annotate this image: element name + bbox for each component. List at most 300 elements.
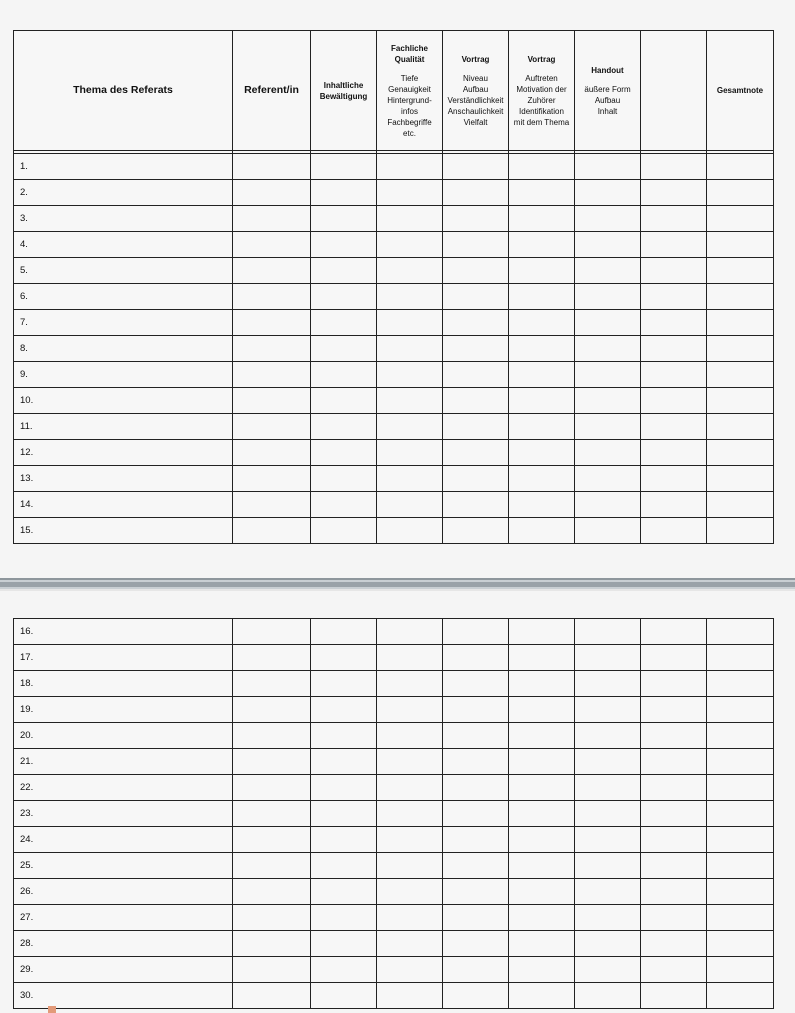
row-number[interactable]: 12. <box>14 440 233 466</box>
header-fachliche-item: Hintergrund- <box>387 95 432 105</box>
table-cell[interactable] <box>377 440 443 466</box>
table-cell[interactable] <box>377 310 443 336</box>
table-cell[interactable] <box>707 258 774 284</box>
table-cell[interactable] <box>377 619 443 645</box>
table-cell[interactable] <box>575 827 641 853</box>
table-cell[interactable] <box>707 645 774 671</box>
header-row <box>14 31 774 151</box>
table-cell[interactable] <box>575 414 641 440</box>
table-cell[interactable] <box>641 206 707 232</box>
table-cell[interactable] <box>377 723 443 749</box>
table-cell[interactable] <box>641 180 707 206</box>
table-cell[interactable] <box>443 258 509 284</box>
table-cell[interactable] <box>641 879 707 905</box>
table-cell[interactable] <box>575 697 641 723</box>
table-cell[interactable] <box>509 749 575 775</box>
table-cell[interactable] <box>509 206 575 232</box>
header-referent <box>233 31 311 151</box>
table-cell[interactable] <box>575 671 641 697</box>
table-cell[interactable] <box>377 232 443 258</box>
table-cell[interactable] <box>377 801 443 827</box>
table-cell[interactable] <box>233 258 311 284</box>
header-vortrag-1-item: Niveau <box>463 73 488 83</box>
table-cell[interactable] <box>707 336 774 362</box>
header-fachliche-item: infos <box>401 106 418 116</box>
table-cell[interactable] <box>377 671 443 697</box>
table-cell[interactable] <box>575 284 641 310</box>
row-number[interactable]: 3. <box>14 206 233 232</box>
table-cell[interactable] <box>509 723 575 749</box>
table-cell[interactable] <box>641 154 707 180</box>
table-cell[interactable] <box>443 879 509 905</box>
table-cell[interactable] <box>641 957 707 983</box>
table-cell[interactable] <box>509 466 575 492</box>
table-cell[interactable] <box>377 466 443 492</box>
table-cell[interactable] <box>509 336 575 362</box>
table-cell[interactable] <box>575 232 641 258</box>
row-number[interactable]: 30. <box>14 983 233 1009</box>
table-cell[interactable] <box>509 619 575 645</box>
table-cell[interactable] <box>707 905 774 931</box>
table-body-page-1 <box>14 154 774 544</box>
table-cell[interactable] <box>707 801 774 827</box>
table-cell[interactable] <box>311 414 377 440</box>
table-cell[interactable] <box>575 619 641 645</box>
table-cell[interactable] <box>641 388 707 414</box>
table-cell[interactable] <box>443 827 509 853</box>
table-cell[interactable] <box>641 466 707 492</box>
table-cell[interactable] <box>311 775 377 801</box>
table-cell[interactable] <box>575 154 641 180</box>
table-cell[interactable] <box>509 775 575 801</box>
header-vortrag-1-title: Vortrag <box>461 54 490 64</box>
table-cell[interactable] <box>641 232 707 258</box>
table-cell[interactable] <box>641 414 707 440</box>
table-cell[interactable] <box>443 180 509 206</box>
table-cell[interactable] <box>233 492 311 518</box>
table-cell[interactable] <box>509 388 575 414</box>
table-cell[interactable] <box>509 440 575 466</box>
row-number[interactable]: 1. <box>14 154 233 180</box>
table-cell[interactable] <box>443 284 509 310</box>
table-cell[interactable] <box>443 905 509 931</box>
table-cell[interactable] <box>311 905 377 931</box>
table-cell[interactable] <box>377 206 443 232</box>
table-cell[interactable] <box>641 284 707 310</box>
table-cell[interactable] <box>311 362 377 388</box>
table-cell[interactable] <box>233 931 311 957</box>
table-cell[interactable] <box>707 466 774 492</box>
table-cell[interactable] <box>377 518 443 544</box>
table-cell[interactable] <box>311 518 377 544</box>
table-cell[interactable] <box>443 154 509 180</box>
table-cell[interactable] <box>377 336 443 362</box>
table-cell[interactable] <box>575 905 641 931</box>
table-cell[interactable] <box>707 284 774 310</box>
table-cell[interactable] <box>443 853 509 879</box>
table-row <box>14 723 774 749</box>
table-cell[interactable] <box>443 957 509 983</box>
table-cell[interactable] <box>509 362 575 388</box>
table-cell[interactable] <box>575 645 641 671</box>
row-number[interactable]: 7. <box>14 310 233 336</box>
table-cell[interactable] <box>509 258 575 284</box>
table-cell[interactable] <box>509 957 575 983</box>
table-cell[interactable] <box>641 827 707 853</box>
table-cell[interactable] <box>707 440 774 466</box>
table-cell[interactable] <box>443 440 509 466</box>
header-thema-label: Thema des Referats <box>73 84 173 96</box>
table-cell[interactable] <box>311 723 377 749</box>
table-cell[interactable] <box>707 310 774 336</box>
table-cell[interactable] <box>311 310 377 336</box>
table-cell[interactable] <box>233 440 311 466</box>
table-cell[interactable] <box>311 284 377 310</box>
table-cell[interactable] <box>443 775 509 801</box>
row-number[interactable]: 17. <box>14 645 233 671</box>
table-cell[interactable] <box>707 492 774 518</box>
table-cell[interactable] <box>641 905 707 931</box>
table-cell[interactable] <box>233 827 311 853</box>
table-row <box>14 310 774 336</box>
table-cell[interactable] <box>509 827 575 853</box>
row-number[interactable]: 24. <box>14 827 233 853</box>
table-cell[interactable] <box>443 414 509 440</box>
table-cell[interactable] <box>641 362 707 388</box>
table-cell[interactable] <box>707 983 774 1009</box>
row-number[interactable]: 20. <box>14 723 233 749</box>
table-cell[interactable] <box>311 931 377 957</box>
table-cell[interactable] <box>311 879 377 905</box>
table-cell[interactable] <box>233 466 311 492</box>
table-cell[interactable] <box>509 518 575 544</box>
table-cell[interactable] <box>443 931 509 957</box>
table-cell[interactable] <box>575 931 641 957</box>
table-cell[interactable] <box>641 310 707 336</box>
table-cell[interactable] <box>443 749 509 775</box>
table-cell[interactable] <box>233 697 311 723</box>
table-cell[interactable] <box>233 983 311 1009</box>
table-cell[interactable] <box>641 801 707 827</box>
table-cell[interactable] <box>233 206 311 232</box>
row-number[interactable]: 13. <box>14 466 233 492</box>
table-cell[interactable] <box>311 853 377 879</box>
table-cell[interactable] <box>443 518 509 544</box>
table-cell[interactable] <box>707 619 774 645</box>
table-cell[interactable] <box>311 492 377 518</box>
table-cell[interactable] <box>443 801 509 827</box>
table-cell[interactable] <box>707 362 774 388</box>
table-cell[interactable] <box>641 723 707 749</box>
table-cell[interactable] <box>311 258 377 284</box>
table-cell[interactable] <box>443 310 509 336</box>
table-cell[interactable] <box>233 414 311 440</box>
row-number[interactable]: 25. <box>14 853 233 879</box>
row-number[interactable]: 10. <box>14 388 233 414</box>
table-cell[interactable] <box>443 619 509 645</box>
table-cell[interactable] <box>575 749 641 775</box>
table-cell[interactable] <box>233 645 311 671</box>
table-cell[interactable] <box>377 879 443 905</box>
table-cell[interactable] <box>707 671 774 697</box>
table-cell[interactable] <box>233 154 311 180</box>
row-number[interactable]: 14. <box>14 492 233 518</box>
table-cell[interactable] <box>707 206 774 232</box>
table-cell[interactable] <box>575 853 641 879</box>
table-cell[interactable] <box>233 362 311 388</box>
row-number[interactable]: 6. <box>14 284 233 310</box>
table-cell[interactable] <box>509 310 575 336</box>
table-cell[interactable] <box>377 258 443 284</box>
header-fachliche-item: Fachbegriffe <box>387 117 432 127</box>
table-cell[interactable] <box>311 154 377 180</box>
table-cell[interactable] <box>377 492 443 518</box>
table-cell[interactable] <box>509 879 575 905</box>
row-number[interactable]: 18. <box>14 671 233 697</box>
table-cell[interactable] <box>575 723 641 749</box>
table-cell[interactable] <box>575 492 641 518</box>
table-cell[interactable] <box>509 983 575 1009</box>
table-cell[interactable] <box>641 518 707 544</box>
table-row <box>14 801 774 827</box>
table-cell[interactable] <box>641 619 707 645</box>
table-cell[interactable] <box>641 983 707 1009</box>
table-cell[interactable] <box>641 853 707 879</box>
table-cell[interactable] <box>575 518 641 544</box>
table-cell[interactable] <box>233 284 311 310</box>
table-cell[interactable] <box>707 723 774 749</box>
row-number[interactable]: 4. <box>14 232 233 258</box>
table-cell[interactable] <box>311 440 377 466</box>
table-cell[interactable] <box>233 671 311 697</box>
table-cell[interactable] <box>509 931 575 957</box>
table-cell[interactable] <box>377 905 443 931</box>
table-cell[interactable] <box>641 749 707 775</box>
table-cell[interactable] <box>377 697 443 723</box>
table-cell[interactable] <box>377 388 443 414</box>
table-cell[interactable] <box>311 697 377 723</box>
row-number[interactable]: 11. <box>14 414 233 440</box>
header-fachliche-item: Genauigkeit <box>388 84 431 94</box>
table-cell[interactable] <box>311 388 377 414</box>
table-row <box>14 827 774 853</box>
table-cell[interactable] <box>233 957 311 983</box>
table-cell[interactable] <box>443 206 509 232</box>
table-cell[interactable] <box>509 801 575 827</box>
table-row <box>14 258 774 284</box>
table-cell[interactable] <box>641 775 707 801</box>
table-cell[interactable] <box>443 388 509 414</box>
table-cell[interactable] <box>575 336 641 362</box>
row-number[interactable]: 26. <box>14 879 233 905</box>
table-cell[interactable] <box>641 931 707 957</box>
row-number[interactable]: 2. <box>14 180 233 206</box>
table-cell[interactable] <box>311 957 377 983</box>
row-number[interactable]: 15. <box>14 518 233 544</box>
table-cell[interactable] <box>233 749 311 775</box>
row-number[interactable]: 23. <box>14 801 233 827</box>
table-cell[interactable] <box>377 931 443 957</box>
table-cell[interactable] <box>443 697 509 723</box>
table-cell[interactable] <box>509 697 575 723</box>
table-cell[interactable] <box>443 466 509 492</box>
table-cell[interactable] <box>443 645 509 671</box>
table-cell[interactable] <box>575 801 641 827</box>
table-cell[interactable] <box>575 362 641 388</box>
table-cell[interactable] <box>575 388 641 414</box>
table-cell[interactable] <box>575 206 641 232</box>
table-cell[interactable] <box>377 775 443 801</box>
table-cell[interactable] <box>509 414 575 440</box>
table-cell[interactable] <box>443 671 509 697</box>
row-number[interactable]: 5. <box>14 258 233 284</box>
table-cell[interactable] <box>311 336 377 362</box>
table-row <box>14 466 774 492</box>
table-cell[interactable] <box>311 671 377 697</box>
table-cell[interactable] <box>509 284 575 310</box>
table-cell[interactable] <box>641 336 707 362</box>
table-cell[interactable] <box>641 492 707 518</box>
table-cell[interactable] <box>707 388 774 414</box>
table-cell[interactable] <box>641 645 707 671</box>
table-cell[interactable] <box>707 775 774 801</box>
table-cell[interactable] <box>233 905 311 931</box>
table-cell[interactable] <box>377 749 443 775</box>
table-cell[interactable] <box>233 180 311 206</box>
table-cell[interactable] <box>233 801 311 827</box>
table-cell[interactable] <box>443 983 509 1009</box>
table-cell[interactable] <box>707 180 774 206</box>
table-body-page-2 <box>14 619 774 1009</box>
table-cell[interactable] <box>377 827 443 853</box>
row-number[interactable]: 9. <box>14 362 233 388</box>
table-cell[interactable] <box>233 336 311 362</box>
table-cell[interactable] <box>707 931 774 957</box>
table-cell[interactable] <box>311 801 377 827</box>
table-cell[interactable] <box>707 414 774 440</box>
row-number[interactable]: 22. <box>14 775 233 801</box>
table-cell[interactable] <box>641 258 707 284</box>
header-vortrag-2-item: Identifikation <box>519 106 564 116</box>
table-row <box>14 284 774 310</box>
table-row <box>14 645 774 671</box>
table-cell[interactable] <box>707 697 774 723</box>
table-cell[interactable] <box>233 619 311 645</box>
row-number[interactable]: 8. <box>14 336 233 362</box>
row-number[interactable]: 21. <box>14 749 233 775</box>
table-cell[interactable] <box>707 232 774 258</box>
header-fachliche <box>377 31 443 151</box>
table-cell[interactable] <box>233 879 311 905</box>
table-cell[interactable] <box>575 258 641 284</box>
table-cell[interactable] <box>575 466 641 492</box>
table-row <box>14 879 774 905</box>
table-cell[interactable] <box>377 645 443 671</box>
table-cell[interactable] <box>641 697 707 723</box>
table-cell[interactable] <box>707 853 774 879</box>
table-cell[interactable] <box>377 362 443 388</box>
table-cell[interactable] <box>575 180 641 206</box>
header-vortrag-1-item: Verständlichkeit <box>447 95 504 105</box>
table-cell[interactable] <box>233 388 311 414</box>
table-cell[interactable] <box>509 492 575 518</box>
header-handout <box>575 31 641 151</box>
table-cell[interactable] <box>641 440 707 466</box>
table-cell[interactable] <box>509 232 575 258</box>
header-vortrag-2-item: Zuhörer <box>527 95 556 105</box>
table-cell[interactable] <box>509 671 575 697</box>
table-cell[interactable] <box>377 983 443 1009</box>
table-cell[interactable] <box>377 957 443 983</box>
row-number[interactable]: 16. <box>14 619 233 645</box>
table-cell[interactable] <box>233 853 311 879</box>
table-cell[interactable] <box>707 827 774 853</box>
row-number[interactable]: 28. <box>14 931 233 957</box>
evaluation-table-page-2 <box>13 618 774 1009</box>
table-cell[interactable] <box>311 180 377 206</box>
table-cell[interactable] <box>377 853 443 879</box>
table-cell[interactable] <box>509 180 575 206</box>
table-cell[interactable] <box>575 775 641 801</box>
table-row <box>14 362 774 388</box>
table-cell[interactable] <box>377 414 443 440</box>
table-cell[interactable] <box>377 154 443 180</box>
table-cell[interactable] <box>311 827 377 853</box>
table-cell[interactable] <box>641 671 707 697</box>
row-number[interactable]: 19. <box>14 697 233 723</box>
table-cell[interactable] <box>311 749 377 775</box>
table-cell[interactable] <box>377 180 443 206</box>
table-cell[interactable] <box>707 879 774 905</box>
table-cell[interactable] <box>233 723 311 749</box>
table-cell[interactable] <box>575 440 641 466</box>
table-cell[interactable] <box>509 905 575 931</box>
table-cell[interactable] <box>377 284 443 310</box>
table-cell[interactable] <box>707 749 774 775</box>
table-row <box>14 336 774 362</box>
table-cell[interactable] <box>311 232 377 258</box>
table-cell[interactable] <box>443 232 509 258</box>
header-fachliche-title-2: Qualität <box>394 54 425 64</box>
table-cell[interactable] <box>311 466 377 492</box>
table-cell[interactable] <box>311 206 377 232</box>
table-cell[interactable] <box>443 362 509 388</box>
row-number[interactable]: 29. <box>14 957 233 983</box>
table-cell[interactable] <box>311 619 377 645</box>
table-cell[interactable] <box>707 957 774 983</box>
table-cell[interactable] <box>575 983 641 1009</box>
table-cell[interactable] <box>443 723 509 749</box>
table-cell[interactable] <box>707 154 774 180</box>
table-cell[interactable] <box>575 879 641 905</box>
table-row <box>14 180 774 206</box>
table-cell[interactable] <box>509 645 575 671</box>
table-cell[interactable] <box>509 853 575 879</box>
table-cell[interactable] <box>443 492 509 518</box>
table-cell[interactable] <box>509 154 575 180</box>
table-cell[interactable] <box>311 983 377 1009</box>
table-cell[interactable] <box>575 310 641 336</box>
table-cell[interactable] <box>233 775 311 801</box>
table-cell[interactable] <box>443 336 509 362</box>
table-cell[interactable] <box>575 957 641 983</box>
table-cell[interactable] <box>233 518 311 544</box>
table-cell[interactable] <box>233 232 311 258</box>
table-cell[interactable] <box>311 645 377 671</box>
table-cell[interactable] <box>707 518 774 544</box>
table-cell[interactable] <box>233 310 311 336</box>
row-number[interactable]: 27. <box>14 905 233 931</box>
